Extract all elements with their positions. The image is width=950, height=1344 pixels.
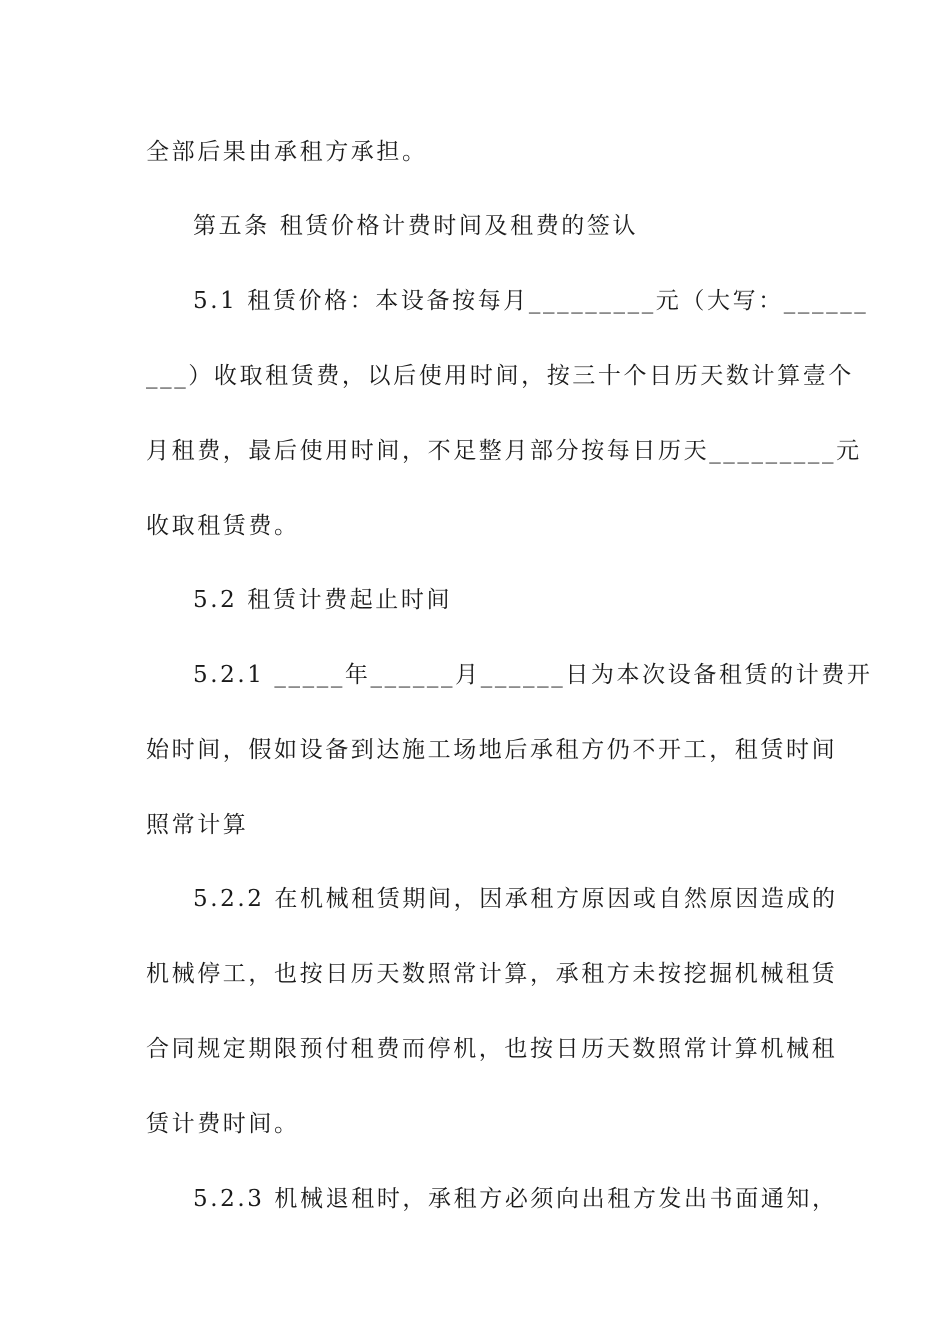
text-line: 合同规定期限预付租费而停机，也按日历天数照常计算机械租 [146, 1036, 838, 1062]
text-line: 5.2.2 在机械租赁期间，因承租方原因或自然原因造成的 [193, 886, 838, 912]
text-line: 5.2.3 机械退租时，承租方必须向出租方发出书面通知， [193, 1186, 838, 1212]
text-line: 5.2.1 _____年______月______日为本次设备租赁的计费开 [193, 662, 873, 688]
text-line: 全部后果由承租方承担。 [146, 139, 428, 165]
text-line: 5.1 租赁价格：本设备按每月_________元（大写：______ [193, 288, 869, 314]
text-line: 赁计费时间。 [146, 1111, 300, 1137]
text-line: 照常计算 [146, 812, 249, 838]
text-line: 始时间，假如设备到达施工场地后承租方仍不开工，租赁时间 [146, 737, 838, 763]
text-line: 机械停工，也按日历天数照常计算，承租方未按挖掘机械租赁 [146, 961, 838, 987]
section-heading: 第五条 租赁价格计费时间及租费的签认 [193, 213, 639, 239]
text-line: 收取租赁费。 [146, 513, 300, 539]
text-line: 月租费，最后使用时间，不足整月部分按每日历天_________元 [146, 438, 862, 464]
text-line: ___）收取租赁费，以后使用时间，按三十个日历天数计算壹个 [146, 363, 854, 389]
subsection-heading: 5.2 租赁计费起止时间 [193, 587, 453, 613]
